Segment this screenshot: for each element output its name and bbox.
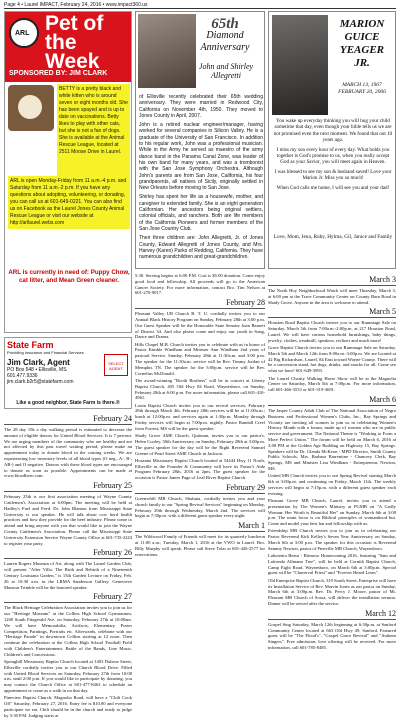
event-item: Hills Chapel M.B. Church invites you to celebrate with us in honor of Pastor Kimble Windham and Minister Ann Windham 2nd years of pastoral Service. Sunday, February 28th at 11:30a.m. and 3:00 p.m. The speaker for the 11:30a.m. service will be Rev. Timmy Jordan of Memphis TN. The speaker for the 3:00p.m. service will be Rev. Cornelius McDonald. — [135, 341, 265, 376]
event-item: Louin Baptist Church invites you to our revival services, February 28th through March 4th. February 28th services will be at 11:00a.m.; lunch at 12:00p.m. and services again at 1:30p.m. Monday through Friday services will begin at 7:00p.m. nightly. Pastor Randall Creel from Forrest, MS will be the guest speaker. — [135, 402, 265, 431]
pet-hours: ARL is open Monday-Friday from 11 a.m.-4 p.m. and Saturday from 11 a.m.-2 p.m. If you have any questions about adopting, volunteering, or donating, you can call us at 601-649-0221. You can also find us on Facebook as the Laurel Jones County Animal Rescue League or visit our website at http://arllaurel.webs.com — [8, 176, 130, 229]
date-heading: March 1 — [135, 521, 265, 532]
column-middle — [135, 11, 265, 663]
event-item: Shady Grove AME Church, Quitman, invites you to our pastor's, Helen Cooley, 50th Anniversary on Sunday, February 28th at 3:00p.m. The guest speaker for the day will be the Right Reverend Samuel Greene of Pearl Street AME Church in Jackson. — [135, 433, 265, 456]
date-heading: March 12 — [268, 609, 396, 620]
event-item: Gospel Sing Saturday, March 12th beginning at 6:30p.m. at Sanford Community Center located at 663 Old Hwy 49, Sanford. Featured guest will be "The Flood's", "Gospel Grace Revival" and "Anthem Singers". Free admission, love offering will be received. For more information, call 601-785-8485. — [268, 621, 396, 650]
event-item: Laborenia Beaut - Ritmoso Homecoming 2016, featuring "Sam and Lafronda Allmann Tree", will be held at Cornith Baptist Church, Camp Eight Road, Waynesboro, on March 6th at 3:00p.m. Special guest will be "Chaverval Priest" and "Forever Heard Lines". — [268, 553, 396, 576]
event-item: Pleasant Grove MB Church, Laurel, invites you to attend a presentation by The Women's Ministry at PGMB on "A Godly Woman: Her Worth is Beautiful Her" on Sunday, March 6th at 3:00 p.m. The main focus is on Biblical principles of womanhood but. Come and model your best hat and fellowship with us. — [268, 497, 396, 527]
farm-tagline: Providing Insurance and Financial Services — [7, 350, 84, 355]
state-farm-ad — [4, 337, 132, 409]
event-item: Hosanna Missionary Baptist Church located at 54444 Hwy 11 North, Ellisville as the Founder & Community will have its Pastor's Aide Program February 28th, 2016 at 2pm. The guest speaker for the occasion is Pastor James Page of Leaf River Baptist Church. — [135, 457, 265, 481]
pet-bio: BETTY is a pretty black and white kitten who is around seven or eight months old. She has been spayed and is up to date on vaccinations. Betty likes to play with other cats, but she is not a fan of dogs. She is available at the Animal Rescue League, located at 2511 Moose Drive in Laurel. — [57, 84, 130, 176]
event-item: The Wildwood Family of Friends will meet for its quarterly luncheon at 11:00 a.m., Tuesday, March 1, 2016 at the VWO in Laurel. Bro. Billy Murphy will speak. Please call Steve Tolar at 601-426-2577 for reservations. — [135, 534, 265, 557]
events-list-right — [268, 273, 396, 652]
event-item: Lauren Rogers Museum of Art, along with The Laurel Garden Club, will present "After Villa: The Birth and Rebirth of a Nineteenth Century Louisiana Garden," is 13th Garden Lecture on Friday, Feb. 26 at 10:30 a.m. in the LRMA Sanderson Gallery. Genevieve Munson Trimble will be the honored speaker. — [4, 561, 132, 590]
anniversary-body: of Ellisville recently celebrated their 65th wedding anniversary. They were married in Redwood City, California on November 4th, 1950. They moved to Jones County in April, 2007. John is a retired nuclear engineer/manager, having worked for several companies in Silicon Valley. He is a graduate of the University of San Francisco. In addition to his regular work, John was a professional musician. While in the Army he served as maestro of the army dance band in the Panama Canal Zone, was leader of his own band for many years, and was a trombonist with the San Jose Symphony Orchestra. Although John's parents are from San Jose, California, his four grandparents, all natives of Sicily, originally settled in New Orleans before moving to San Jose. Shirley has spent her life as a housewife, mother, and caregiver to extended family. She is an eight generation Californian. Her ancestors being original settlers, colonial officials, and ranchers. Both are life members of the California Pioneers and former members of the San Jose Country Club. Their three children are: John Allegretti, Jr. of Jones County, Edward Allegretti of Jones County, and Mrs. Harvey (Karen) Parks of Redding, California. They have numerous grandchildren and great-grandchildren. — [139, 94, 263, 261]
event-item: The Laurel Charity Walking Horse Show will be at the Magnolia Center on Saturday, March 5th at 7:00p.m. For more information, call 601-466-3553 or 601-319-4691. — [268, 375, 396, 393]
event-item: Friendship MB Church invites you to join us in celebrating our Pastor Reverend Kirk Kelley's Seven Year Anniversary on Sunday, March 6th at 3:00 p.m. The speaker for this occasion is Reverend Sammy Newton, pastor of Pineville MB Church, Waynesboro. — [268, 528, 396, 551]
event-item: The award-winning "Booth Brothers" will be in concert at Liberty Baptist Church, 405 Old Hwy 84 Road, Waynesboro, on Sunday, February 28th at 6:00 p.m. For more information, please call 601-410-4961. — [135, 377, 265, 401]
event-item: The Black Heritage Celebration Association invites you to join us for our "Heritage Museum" at the Collins High School Gymnasium, 1200 South Fitzgerald Ave. on Saturday, February 27th at 10:00am. We will have Memorabilia, Artifacts, Elementary Poster Competition, Paintings, Portraits etc. Afterwards, celebrate with our "Heritage Parade" in downtown Collins starting at 12 noon. Then continue the celebration at the Collins High School Football Field with Children's Entertainment, Battle of the Bands, Line Music, Children's and Concessions. — [4, 605, 132, 657]
event-item: Pleasant Valley UB Church B. T. U. cordially invites you to our Annual Black History Program on Sunday, February 28th at 3:00 p.m. Our Guest Speaker will be the Honorable State Senator Juan Barnett of District 34. And also please come and enjoy our youth in Song, Dance and Drama. — [135, 311, 265, 340]
pet-banner — [5, 12, 131, 82]
farm-phone: 601.477.9336 — [7, 373, 38, 379]
memorial-photo — [272, 15, 328, 115]
anniversary-heading: 65th Diamond Anniversary — [200, 16, 250, 53]
cat-icon — [18, 95, 42, 119]
date-heading: March 3 — [268, 275, 396, 286]
event-item: Houston Road Baptist Church invites you to our Rummage Sale on Saturday, March 5th from 7:00a.m.-2:00p.m. at 217 Houston Road, Laurel. We will have various household furnishings, baby things, jewelry, clothes, treadmill, speakers, recliner and much more! — [268, 320, 396, 343]
date-heading: March 5 — [268, 307, 396, 318]
anniversary-names: John and Shirley Allegretti — [198, 62, 254, 80]
events-list-left — [4, 412, 132, 720]
page-header — [4, 1, 396, 9]
farm-address: PO Box 548 • Ellisville, MS — [7, 367, 67, 373]
date-heading: February 28 — [135, 298, 265, 309]
pet-sponsor: SPONSORED BY: JIM CLARK — [9, 70, 108, 77]
arl-logo: ARL — [9, 18, 39, 48]
column-left — [4, 11, 132, 718]
pet-of-week-box — [4, 11, 132, 333]
date-heading: February 29 — [135, 483, 265, 494]
pet-needs: ARL is currently in need of: Puppy Chow, cat litter, and Mean Green cleaner. — [8, 269, 130, 284]
memorial-dates: MARCH 13, 1967 FEBRUARY 20, 2006 — [338, 82, 386, 95]
memorial-box — [268, 11, 396, 269]
date-heading: February 27 — [4, 592, 132, 603]
pet-title: Pet of the Week — [45, 12, 104, 73]
select-agent-logo: SELECT AGENT — [104, 354, 128, 376]
event-item: The Jasper County Adult Club of The National Association of Negro Business and Professional Women's Clubs, Inc., Bay Springs and Vicinity are inviting all women to join us in celebrating Women's History Month with a forum, made up of women who are in public service and government. The National Theme is "Working to Form a More Perfect Union." The forum will be held on March 6, 2016 at 3:00 PM at the Golden Age Building on Highway 15, Bay Springs. Speakers will be Dr. Glenda McKeon - MPD Director, Smith County Public Schools, Mrs. Barbara Barrentine - Chancery Clerk, Bay Springs, MS and Minister Lisa Windham - Entrepreneur, Newton, MS. — [268, 407, 396, 471]
date-heading: February 24 — [4, 414, 132, 425]
event-item: United MB Church invites you to our Spring Revival starting March 6th at 3:00p.m. and continuing on Friday, March 11th. The weekly services will begin at 7:15p.m. with a different guest speaker each evening. — [268, 473, 396, 496]
event-item: Grace Baptist Church invites you to our Rummage Sale on Saturday, March 5th and March 12th from 8:00a.m.-3:00p.m. We are located at 42 Big Richardson, Laurel, 84 East toward Wayne County. There will be a concession stand, hot dogs, drinks, and snacks for all. Come see what we have! 601-649-3993. — [268, 345, 396, 374]
memorial-name: MARION GUICE YEAGER JR. — [339, 18, 385, 69]
event-item: Old Enterprise Baptist Church, 319 South Street, Enterprise will have its Installation Service of Rev. Marvin Jones as our pastor on Sunday, March 6th at 3:00p.m. Rev. Dr. Percy J. Moore, pastor of Mt. Pleasant MB Church of Sossa, will deliver the installation sermon. Dinner will be served after the service. — [268, 577, 396, 606]
date-heading: February 25 — [4, 481, 132, 492]
event-item: The 28 day 15k a day walking period is estimated to decrease the amount of eligible donors for United Blood Services. It is 7 percent. We are urging members of the community who are healthy and are not affected by this past travel waiting period, please make an appointment today to donate blood in the coming weeks. We are experiencing low inventory levels of all blood types (O neg., A-, B-, AB-) and O negative. Donors with these blood types are encouraged to donate as soon as possible. Appointments can be made at www.bloodhero.com. — [4, 427, 132, 479]
event-item: The North Hoy Neighborhood Watch will meet Thursday, March 3, at 6:00 pm at the Trace Community Center on County Barn Road in Shady Grove. Anyone in the area is welcome to attend. — [268, 288, 396, 305]
date-heading: February 26 — [4, 548, 132, 559]
events-list-middle — [135, 273, 265, 559]
column-right — [268, 11, 396, 663]
farm-slogan: Like a good neighbor, State Farm is there.® — [16, 400, 120, 406]
date-heading: March 6 — [268, 395, 396, 406]
anniversary-box — [135, 11, 265, 269]
farm-agent: Jim Clark, Agent — [7, 358, 70, 367]
page-header-text: Page 4 • Laurel IMPACT, February 24, 2016 • www.impact360.us — [4, 2, 148, 8]
event-item: February 25th is our first association meeting of Wayne County Cattlemen's Association at 6:00pm. The meeting will be held at Hadley's Fuel and Feed. Dr. John Blanton from Mississippi State University is our speaker. He will talk about cow herd health practices and how they provide for the beef industry. Please come to attend and bring anyone with you that would like to join the Wayne County Cattlemen's Association. Please call the Mississippi State University Extension Service Wayne County Office at 601-735-2243 to register your party. — [4, 494, 132, 546]
memorial-text: You wake up everyday thinking you will hug your child sometime that day, even though your bible tells us we are not promised even the next moment. We found that out 10 years ago. I miss my son every hour of every day. What holds you together is God's promise to us, when you really accept God as your Savior, you will meet again in Heaven. I was blessed to see my son & husband saved! Love your Marion Jr. Miss you so much! When God calls me home, I will see you and your dad! — [273, 118, 393, 191]
event-item: 5:30. Serving begins at 6:00 P.M. Cost is $5.00 donation. Come enjoy good food and fellowship. All proceeds will go to the American Cancer Society. For more information, contact Bro. Tim Nelson at 601-270-9017. — [135, 273, 265, 296]
event-item: Greenwhill MB Church, Shubuta, cordially invites you and your church family to our "Spring Revival Services" beginning on Monday, February 29th through Wednesday, March 2nd. The services will begin at 7:30p.m. with a different guest speaker every night. — [135, 496, 265, 519]
event-item: Springhill Missionary Baptist Church located at 1403 Dubose Street, Ellisville cordially invites you to our Church Blood Drive. Filled with United Blood Services on Saturday, February 27th from 10:00 a.m. until 2:00 p.m. If you would like to participate by donating, you may contact the Church Office at 601-477-8463 to schedule an appointment or come as a walk in on that day. — [4, 659, 132, 693]
farm-email: jim.clark.b2r5@statefarm.com — [7, 379, 74, 385]
event-item: Pineview Baptist Church, Magnolia Road, will have a "Chili Cook Off" Saturday, February 27, 2016. Entry fee is $10.00 and everyone participate we eat. Chili should be in the church and ready to judge by 5:30 P.M. Judging starts at — [4, 695, 132, 718]
memorial-signature: Love, Mom, Jena, Ruby, Hylma, Gil, Janice and Family — [273, 234, 393, 240]
farm-brand: State Farm — [7, 340, 54, 350]
pet-photo — [8, 85, 54, 131]
